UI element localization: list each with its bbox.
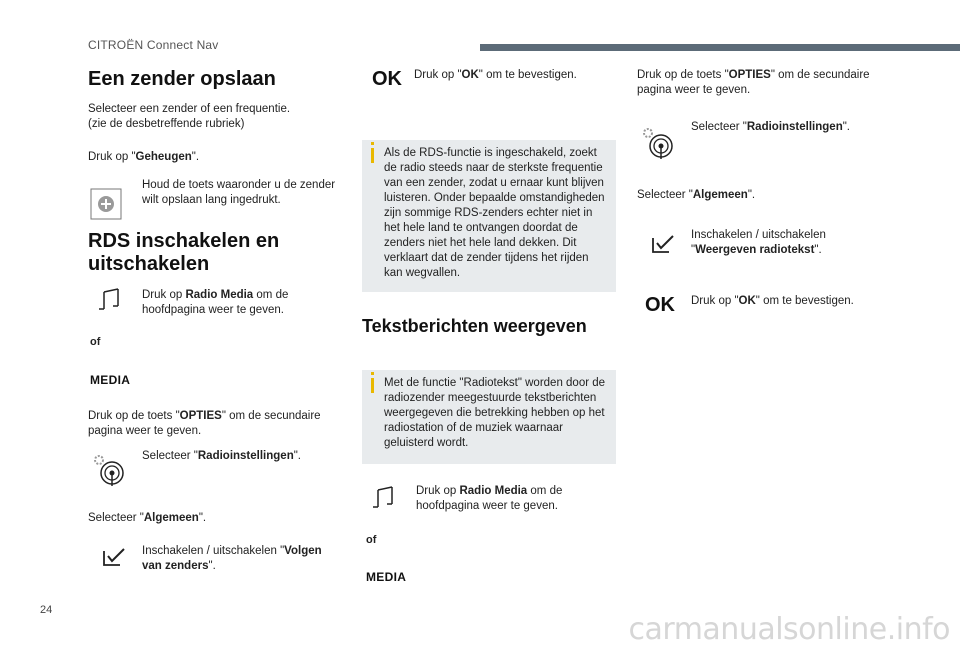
add-preset-icon	[90, 188, 122, 220]
ok-confirm-text: Druk op "OK" om te bevestigen.	[414, 69, 577, 81]
heading-rds: RDS inschakelen en uitschakelen	[88, 230, 280, 275]
options-text: Druk op de toets "OPTIES" om de secundaire pagina weer te geven.	[88, 410, 321, 437]
toggle-line: Inschakelen / uitschakelen	[691, 229, 826, 241]
radio-media-text: Druk op Radio Media om de hoofdpagina weer te geven.	[416, 485, 563, 512]
radiotext-option-line: "Weergeven radiotekst".	[691, 244, 822, 256]
heading-save-station: Een zender opslaan	[88, 68, 276, 90]
media-label: MEDIA	[90, 373, 131, 387]
radio-settings-text: Selecteer "Radioinstellingen".	[142, 450, 301, 462]
hold-key-text: Houd de toets waaronder u de zender wilt opslaan lang ingedrukt.	[142, 179, 336, 206]
info-icon	[371, 378, 374, 393]
info-box-radiotext	[362, 370, 616, 464]
select-station-text	[88, 102, 338, 132]
see-section-line: (zie de desbetreffende rubriek)	[88, 118, 245, 130]
heading-text-messages: Tekstberichten weergeven	[362, 316, 587, 336]
radio-media-text: Druk op Radio Media om de hoofdpagina weer te geven.	[142, 289, 289, 316]
info-radiotext-text: Met de functie "Radiotekst" worden door de radiozender meegestuurde tekstberichten weergegeven die betrekking hebben op het radiostation of de muziek waarnaar geluisterd wordt.	[384, 377, 606, 449]
radio-settings-text: Selecteer "Radioinstellingen".	[691, 121, 850, 133]
press-memory-text: Druk op "Geheugen".	[88, 151, 200, 163]
page-number: 24	[40, 604, 53, 616]
or-label: of	[366, 534, 377, 546]
header-bar	[480, 44, 960, 51]
general-text: Selecteer "Algemeen".	[637, 189, 756, 201]
info-icon-dot	[371, 142, 374, 145]
info-icon	[371, 148, 374, 163]
info-icon-dot	[371, 372, 374, 375]
checkbox-icon	[102, 547, 126, 567]
ok-label: OK	[645, 294, 675, 316]
watermark: carmanualsonline.info	[628, 612, 950, 647]
follow-stations-text: Inschakelen / uitschakelen "Volgen van zenders".	[142, 545, 322, 572]
radiotext-toggle-text	[691, 228, 891, 258]
select-station-line: Selecteer een zender of een frequentie.	[88, 103, 291, 115]
music-note-icon	[372, 486, 396, 512]
ok-label: OK	[372, 68, 402, 90]
options-text: Druk op de toets "OPTIES" om de secundaire pagina weer te geven.	[637, 69, 870, 96]
checkbox-icon	[651, 234, 675, 254]
general-text: Selecteer "Algemeen".	[88, 512, 207, 524]
ok-confirm-text: Druk op "OK" om te bevestigen.	[691, 295, 854, 307]
header-title: CITROËN Connect Nav	[88, 38, 219, 52]
media-label: MEDIA	[366, 570, 407, 584]
radio-settings-icon	[92, 453, 126, 487]
info-rds-text: Als de RDS-functie is ingeschakeld, zoekt de radio steeds naar de sterkste frequentie van een zender, zodat u ernaar kunt blijven luisteren. Onder bepaalde omstandigheden zijn sommige RDS-zenders echter niet in het hele land te ontvangen doordat de zenders niet het hele land dekken. Dit verklaart dat de zender tijdens het rijden kan wegvallen.	[384, 147, 605, 279]
info-box-rds	[362, 140, 616, 292]
or-label: of	[90, 336, 101, 348]
music-note-icon	[98, 288, 122, 314]
radio-settings-icon	[641, 126, 675, 160]
